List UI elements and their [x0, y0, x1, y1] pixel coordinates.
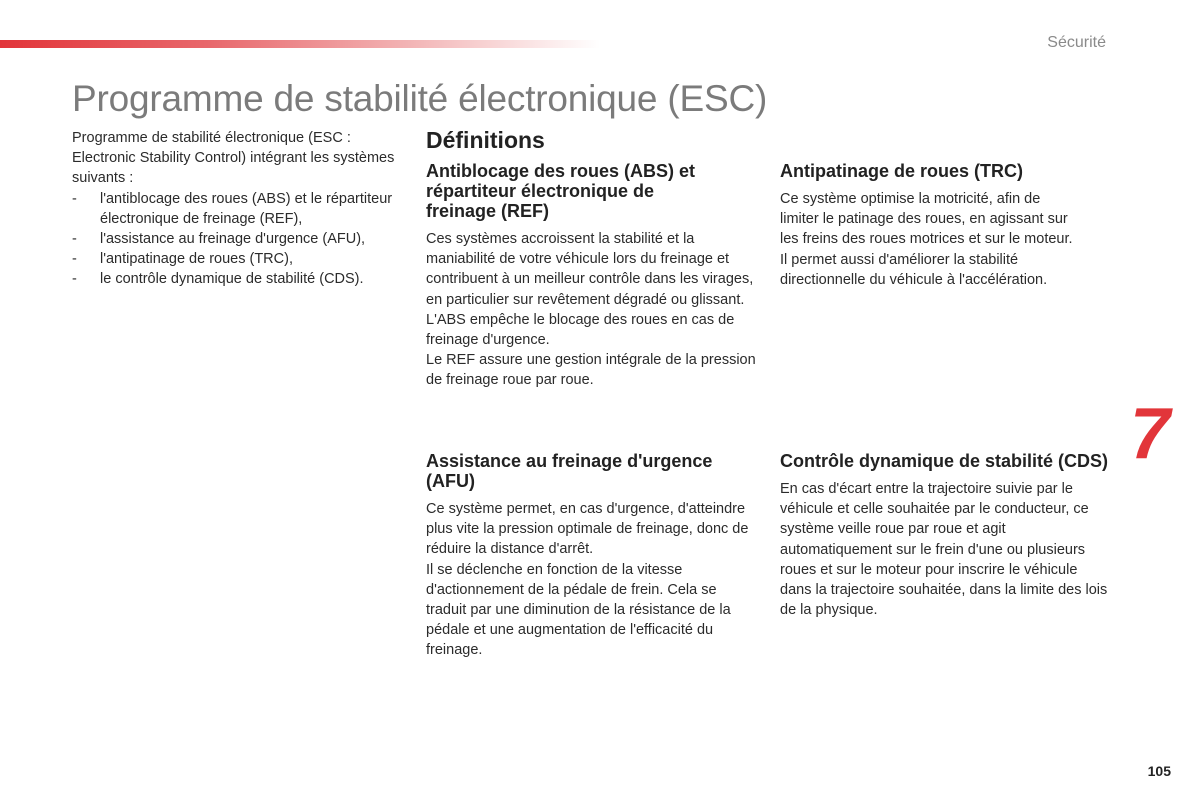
definition-trc — [780, 161, 1080, 290]
list-dash: - — [72, 190, 77, 207]
page-title: Programme de stabilité électronique (ESC) — [72, 78, 768, 119]
page-number: 105 — [1147, 763, 1171, 779]
list-item — [72, 229, 402, 249]
header-accent-bar — [0, 40, 600, 48]
definition-abs-title: Antiblocage des roues (ABS) et répartiteur électronique de freinage (REF) — [426, 161, 696, 221]
list-item-text: l'antipatinage de roues (TRC), — [100, 251, 293, 268]
definition-abs-paragraph: Le REF assure une gestion intégrale de la pression de freinage roue par roue. — [426, 352, 756, 389]
list-item — [72, 249, 402, 269]
list-item-text: le contrôle dynamique de stabilité (CDS). — [100, 271, 364, 288]
list-item-text: l'assistance au freinage d'urgence (AFU), — [100, 231, 366, 248]
list-dash: - — [72, 271, 77, 288]
definition-cds-paragraph: En cas d'écart entre la trajectoire suivie par le véhicule et celle souhaitée par le conducteur, ce système veille roue par roue et agit automatiquement sur le frein d'une ou plusieurs roues et sur le moteur pour inscrire le véhicule dans la trajectoire souhaitée, dans la limite des lois de la physique. — [780, 481, 1108, 619]
intro-text: Programme de stabilité électronique (ESC : Electronic Stability Control) intégrant les systèmes suivants : — [72, 130, 395, 187]
definition-cds — [780, 451, 1110, 620]
chapter-number: 7 — [1130, 394, 1171, 474]
intro-block — [72, 128, 402, 290]
definition-afu-title: Assistance au freinage d'urgence (AFU) — [426, 451, 713, 491]
definition-abs-paragraph: Ces systèmes accroissent la stabilité et la maniabilité de votre véhicule lors du freinage et contribuent à un meilleur contrôle dans les virages, en particulier sur revêtement dégradé ou glissant. — [426, 231, 754, 308]
definitions-heading: Définitions — [426, 127, 545, 153]
definition-abs-paragraph: L'ABS empêche le blocage des roues en cas de freinage d'urgence. — [426, 311, 735, 349]
section-label: Sécurité — [1047, 34, 1106, 51]
definition-afu — [426, 451, 756, 661]
list-item — [72, 269, 402, 289]
list-dash: - — [72, 231, 77, 248]
definition-cds-title: Contrôle dynamique de stabilité (CDS) — [780, 451, 1109, 471]
list-item-text: l'antiblocage des roues (ABS) et le répartiteur électronique de freinage (REF), — [100, 190, 393, 227]
definition-afu-paragraph: Ce système permet, en cas d'urgence, d'atteindre plus vite la pression optimale de freinage, donc de réduire la distance d'arrêt. — [426, 501, 749, 558]
definition-afu-paragraph: Il se déclenche en fonction de la vitesse d'actionnement de la pédale de frein. Cela se traduit par une diminution de la résistance de la pédale et une augmentation de l'efficacité du freinage. — [426, 561, 731, 659]
list-item — [72, 189, 402, 229]
intro-list — [72, 189, 402, 290]
definition-trc-paragraph: Ce système optimise la motricité, afin de limiter le patinage des roues, en agissant sur les freins des roues motrices et sur le moteur. Il permet aussi d'améliorer la stabilité directionnelle du véhicule à l'accélération. — [780, 191, 1073, 288]
definition-trc-title: Antipatinage de roues (TRC) — [780, 161, 1024, 181]
definition-abs — [426, 161, 756, 391]
list-dash: - — [72, 251, 77, 268]
